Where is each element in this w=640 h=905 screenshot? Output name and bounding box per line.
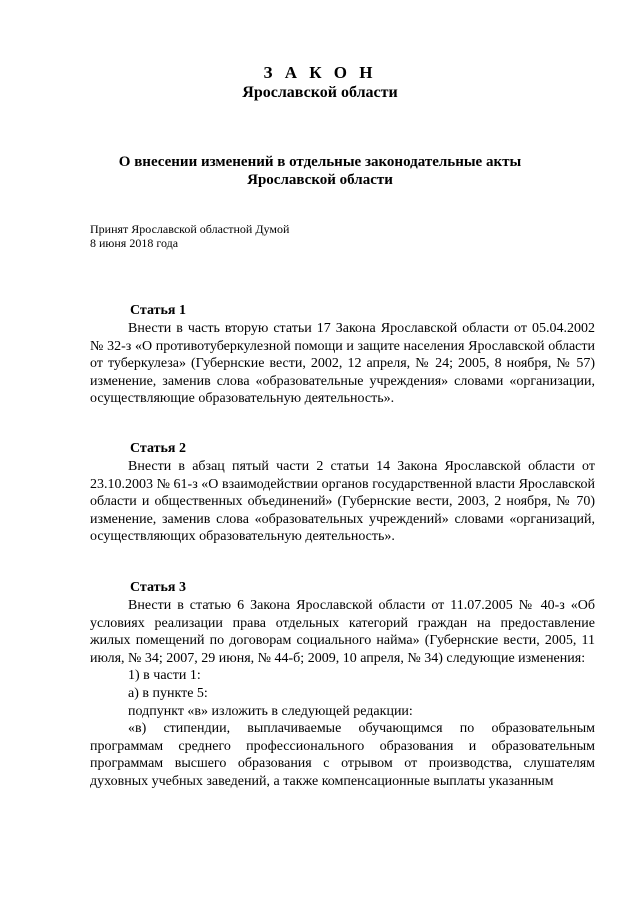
law-subject-line-2: Ярославской области (247, 172, 393, 188)
adoption-body: Принят Ярославской областной Думой (90, 222, 290, 236)
adoption-info (90, 222, 289, 250)
article-2-heading: Статья 2 (130, 441, 186, 456)
law-region: Ярославской области (242, 84, 398, 101)
law-title: З А К О Н (263, 63, 377, 82)
article-2-paragraph: Внести в абзац пятый части 2 статьи 14 Закона Ярославской области от 23.10.2003 № 61-з «О взаимодействии органов государственной власти Ярославской области и общественных объединений» (Губернские вести, 2003, 2 ноября, № 70) изменение, заменив слова «образовательных учреждений» словами «организаций, осуществляющих образовательную деятельность». (90, 459, 595, 545)
article-3-item-3: подпункт «в» изложить в следующей редакции: (128, 703, 413, 719)
law-subject (0, 153, 640, 189)
article-1-text (90, 320, 595, 408)
article-3-item-1: 1) в части 1: (128, 668, 201, 684)
article-3-text (90, 597, 595, 791)
article-3-item-2: а) в пункте 5: (128, 685, 208, 701)
law-subject-line-1: О внесении изменений в отдельные законодательные акты (118, 154, 522, 170)
article-3-item-4: «в) стипендии, выплачиваемые обучающимся по образовательным программам среднего профессионального образования и образовательным программам высшего образования с отрывом от производства, слушателям духовных учебных заведений, а также компенсационные выплаты указанным (90, 721, 595, 789)
article-2-text (90, 458, 595, 546)
adoption-date: 8 июня 2018 года (90, 236, 179, 250)
article-1-paragraph: Внести в часть вторую статьи 17 Закона Ярославской области от 05.04.2002 № 32-з «О противотуберкулезной помощи и защите населения Ярославской области от туберкулеза» (Губернские вести, 2002, 12 апреля, № 24; 2005, 8 ноября, № 57) изменение, заменив слова «образовательные учреждения» словами «организации, осуществляющие образовательную деятельность». (90, 321, 595, 407)
article-1-heading: Статья 1 (130, 303, 186, 318)
article-3-heading: Статья 3 (130, 580, 186, 595)
article-3-paragraph: Внести в статью 6 Закона Ярославской области от 11.07.2005 № 40-з «Об условиях реализации права отдельных категорий граждан на предоставление жилых помещений по договорам социального найма» (Губернские вести, 2005, 11 июля, № 34; 2007, 29 июня, № 44-б; 2009, 10 апреля, № 34) следующие изменения: (90, 598, 595, 666)
